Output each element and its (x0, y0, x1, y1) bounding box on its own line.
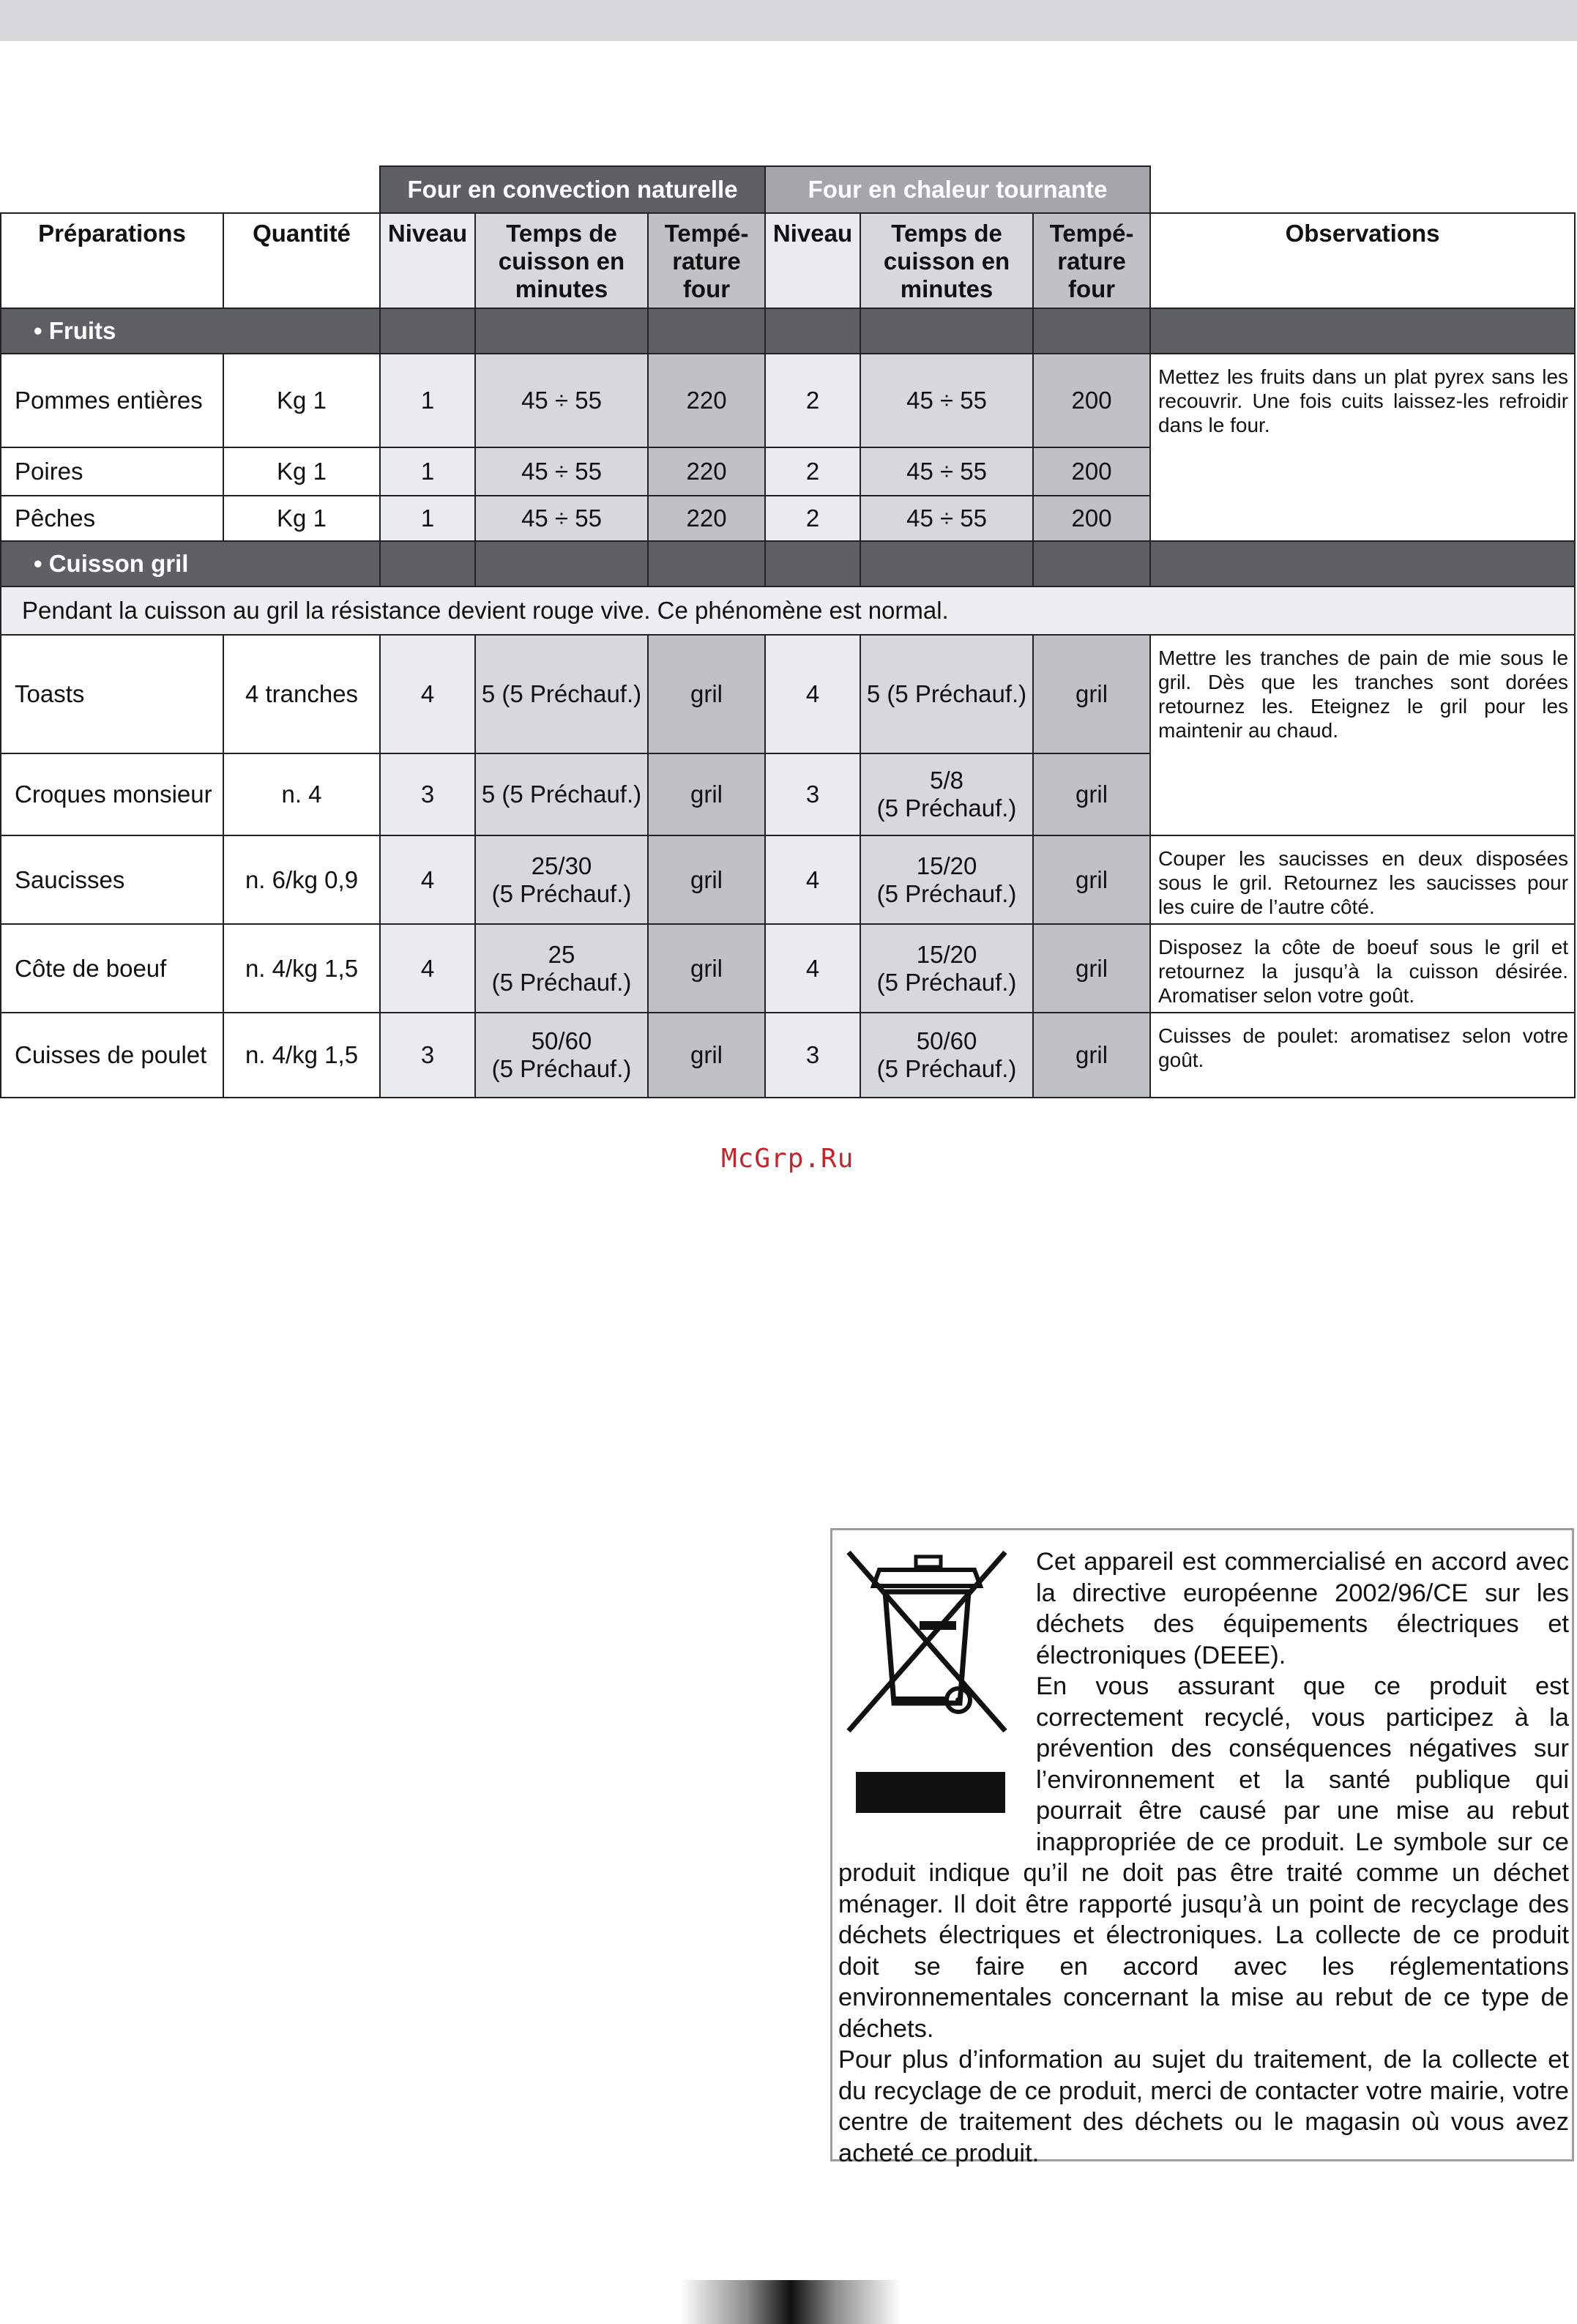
row-temps-1 (475, 1013, 648, 1098)
row-temps-2 (860, 1013, 1033, 1098)
observation-fruits: Mettez les fruits dans un plat pyrex sans les recouvrir. Une fois cuits laissez-les refroidir dans le four. (1150, 354, 1575, 541)
row-qty: Kg 1 (223, 354, 380, 447)
row-temps-2: 45 ÷ 55 (860, 496, 1033, 541)
header-temps-2: Temps de cuisson en minutes (860, 213, 1033, 308)
row-temp-1: gril (648, 924, 765, 1013)
row-temps-2 (860, 835, 1033, 924)
cooking-table (0, 165, 1576, 1098)
deee-paragraph-2: En vous assurant que ce produit est correctement recyclé, vous participez à la prévention des conséquences négatives sur l’environnement et la santé publique qui pourrait être causé par une mise au rebut inappropriée de ce produit. Le symbole sur ce produit indique qu’il ne doit pas être traité comme un déchet ménager. Il doit être rapporté jusqu’à un point de recyclage des déchets électriques et électroniques. La collecte de ce produit doit se faire en accord avec les réglementations environnementales concernant la mise au rebut de ce type de déchets. (838, 1672, 1569, 2043)
header-temps-1: Temps de cuisson en minutes (475, 213, 648, 308)
row-prep: Croques monsieur (1, 753, 223, 835)
row-temp-1: gril (648, 835, 765, 924)
time-value: 50/60 (531, 1027, 592, 1054)
row-qty: Kg 1 (223, 496, 380, 541)
row-temps-2: 45 ÷ 55 (860, 447, 1033, 496)
row-niveau-2: 2 (765, 354, 860, 447)
row-temp-1: gril (648, 1013, 765, 1098)
group-header-row (1, 166, 1575, 213)
row-temps-1 (475, 835, 648, 924)
row-prep: Toasts (1, 635, 223, 753)
time-preheat: (5 Préchauf.) (876, 1055, 1017, 1082)
time-preheat: (5 Préchauf.) (491, 968, 632, 996)
header-quantite: Quantité (223, 213, 380, 308)
header-preparations: Préparations (1, 213, 223, 308)
row-temp-2: 200 (1033, 496, 1150, 541)
time-value: 5/8 (930, 767, 963, 794)
row-temps-1: 5 (5 Préchauf.) (475, 635, 648, 753)
bottom-decoration (681, 2280, 901, 2324)
section-fruits-title: • Fruits (1, 308, 380, 354)
row-temps-1: 5 (5 Préchauf.) (475, 753, 648, 835)
time-preheat: (5 Préchauf.) (876, 968, 1017, 996)
row-qty: Kg 1 (223, 447, 380, 496)
row-qty: n. 4 (223, 753, 380, 835)
row-temp-2: gril (1033, 924, 1150, 1013)
row-niveau-2: 3 (765, 753, 860, 835)
table-row (1, 354, 1575, 447)
time-preheat: (5 Préchauf.) (491, 879, 632, 907)
row-temps-2: 5 (5 Préchauf.) (860, 635, 1033, 753)
row-niveau-1: 4 (380, 924, 475, 1013)
header-temperature-2: Tempé-rature four (1033, 213, 1150, 308)
row-niveau-2: 4 (765, 635, 860, 753)
row-prep: Pêches (1, 496, 223, 541)
group-rotating: Four en chaleur tournante (765, 166, 1150, 213)
deee-notice-box (830, 1528, 1574, 2167)
row-niveau-2: 2 (765, 496, 860, 541)
row-temps-2: 45 ÷ 55 (860, 354, 1033, 447)
row-temps-2 (860, 924, 1033, 1013)
table-row (1, 1013, 1575, 1098)
time-preheat: (5 Préchauf.) (491, 1055, 632, 1082)
row-temps-1: 45 ÷ 55 (475, 496, 648, 541)
row-temp-1: gril (648, 753, 765, 835)
cooking-table-wrapper (0, 165, 1574, 1098)
row-prep: Poires (1, 447, 223, 496)
deee-text (838, 1546, 1569, 2169)
time-value: 25/30 (531, 852, 592, 879)
row-prep: Côte de boeuf (1, 924, 223, 1013)
row-qty: 4 tranches (223, 635, 380, 753)
gril-note-row (1, 586, 1575, 635)
row-temp-1: 220 (648, 354, 765, 447)
row-prep: Saucisses (1, 835, 223, 924)
header-niveau-1: Niveau (380, 213, 475, 308)
row-temps-2 (860, 753, 1033, 835)
time-value: 25 (548, 940, 575, 968)
observation-poulet: Cuisses de poulet: aromatisez selon votre goût. (1150, 1013, 1575, 1098)
row-temp-2: 200 (1033, 354, 1150, 447)
section-gril (1, 541, 1575, 586)
row-temp-2: gril (1033, 1013, 1150, 1098)
time-value: 50/60 (916, 1027, 977, 1054)
row-niveau-2: 4 (765, 924, 860, 1013)
deee-paragraph-1: Cet appareil est commercialisé en accord avec la directive européenne 2002/96/CE sur les déchets des équipements électriques et électroniques (DEEE). (1036, 1548, 1569, 1669)
row-prep: Cuisses de poulet (1, 1013, 223, 1098)
row-temp-2: gril (1033, 635, 1150, 753)
watermark: McGrp.Ru (721, 1144, 854, 1174)
time-preheat: (5 Préchauf.) (876, 879, 1017, 907)
row-temps-1: 45 ÷ 55 (475, 354, 648, 447)
table-row (1, 635, 1575, 753)
row-temps-1: 45 ÷ 55 (475, 447, 648, 496)
top-bar (0, 0, 1577, 41)
row-niveau-1: 3 (380, 753, 475, 835)
observation-boeuf: Disposez la côte de boeuf sous le gril et retournez la jusqu’à la cuisson désirée. Aromatiser selon votre goût. (1150, 924, 1575, 1013)
row-temp-2: gril (1033, 835, 1150, 924)
header-observations: Observations (1150, 213, 1575, 308)
header-temperature-1: Tempé-rature four (648, 213, 765, 308)
row-qty: n. 4/kg 1,5 (223, 1013, 380, 1098)
time-value: 15/20 (916, 940, 977, 968)
row-niveau-2: 2 (765, 447, 860, 496)
row-niveau-1: 1 (380, 496, 475, 541)
section-gril-title: • Cuisson gril (1, 541, 380, 586)
row-qty: n. 4/kg 1,5 (223, 924, 380, 1013)
row-temp-1: 220 (648, 447, 765, 496)
row-temp-2: 200 (1033, 447, 1150, 496)
row-temps-1 (475, 924, 648, 1013)
row-niveau-2: 4 (765, 835, 860, 924)
observation-toasts: Mettre les tranches de pain de mie sous le gril. Dès que les tranches sont dorées retournez les. Eteignez le gril pour les maintenir au chaud. (1150, 635, 1575, 835)
table-row (1, 924, 1575, 1013)
row-niveau-1: 1 (380, 354, 475, 447)
row-niveau-1: 1 (380, 447, 475, 496)
row-niveau-1: 3 (380, 1013, 475, 1098)
column-header-row (1, 213, 1575, 308)
gril-note: Pendant la cuisson au gril la résistance devient rouge vive. Ce phénomène est normal. (1, 586, 1575, 635)
observation-saucisses: Couper les saucisses en deux disposées sous le gril. Retournez les saucisses pour les cuire de l’autre côté. (1150, 835, 1575, 924)
row-niveau-1: 4 (380, 835, 475, 924)
group-convection: Four en convection naturelle (380, 166, 765, 213)
row-temp-1: gril (648, 635, 765, 753)
deee-paragraph-3: Pour plus d’information au sujet du traitement, de la collecte et du recyclage de ce produit, merci de contacter votre mairie, votre centre de traitement des déchets ou le magasin où vous avez acheté ce produit. (838, 2046, 1569, 2167)
row-qty: n. 6/kg 0,9 (223, 835, 380, 924)
table-row (1, 835, 1575, 924)
time-preheat: (5 Préchauf.) (876, 794, 1017, 822)
row-prep: Pommes entières (1, 354, 223, 447)
section-fruits (1, 308, 1575, 354)
time-value: 15/20 (916, 852, 977, 879)
header-niveau-2: Niveau (765, 213, 860, 308)
row-niveau-1: 4 (380, 635, 475, 753)
row-temp-2: gril (1033, 753, 1150, 835)
row-niveau-2: 3 (765, 1013, 860, 1098)
row-temp-1: 220 (648, 496, 765, 541)
